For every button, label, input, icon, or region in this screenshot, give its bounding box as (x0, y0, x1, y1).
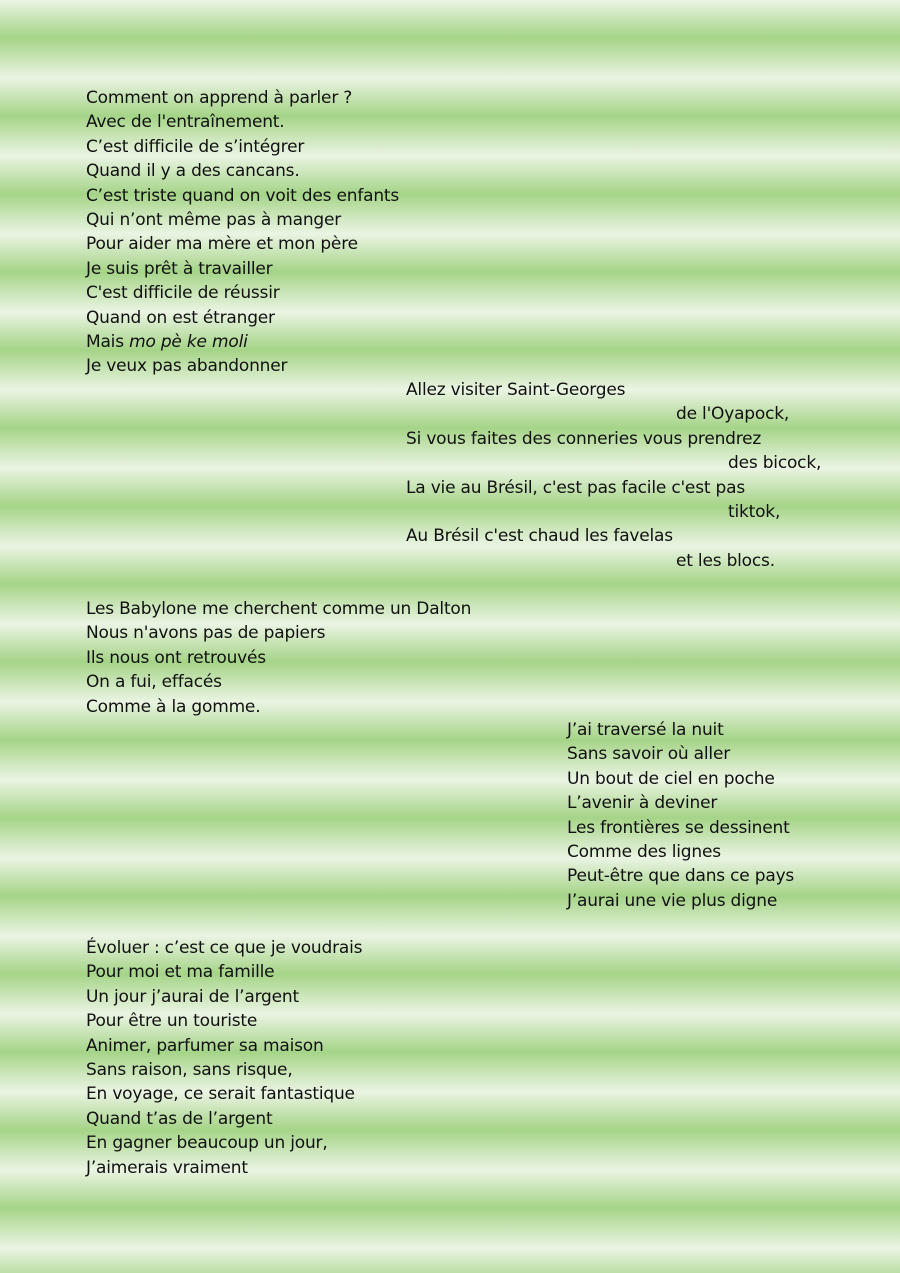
poem-line: Au Brésil c'est chaud les favelas (406, 526, 673, 547)
poem-line: Pour moi et ma famille (86, 962, 275, 983)
poem-line: Les frontières se dessinent (567, 817, 790, 838)
poem-line-continuation (406, 402, 814, 426)
poem-line: Comment on apprend à parler ? (86, 88, 353, 108)
poem-line: En voyage, ce serait fantastique (86, 1084, 355, 1105)
poem-line: Les Babylone me cherchent comme un Dalton (86, 599, 472, 619)
poem-line-continuation (406, 549, 814, 573)
poem-line-continuation (406, 451, 822, 475)
poem-line: On a fui, effacés (86, 672, 222, 693)
creole-phrase: mo pè ke moli (129, 331, 248, 352)
poem-line: C’est difficile de s’intégrer (86, 136, 305, 157)
continuation-text: tiktok, (728, 501, 781, 522)
continuation-text: des bicock, (728, 453, 822, 474)
poem-line: Si vous faites des conneries vous prendrez (406, 428, 762, 449)
poem-line-continuation (406, 500, 814, 524)
poem-line: C'est difficile de réussir (86, 283, 280, 304)
poem-line: Je veux pas abandonner (86, 356, 288, 377)
poem-line: Nous n'avons pas de papiers (86, 623, 326, 644)
poem-line: Sans raison, sans risque, (86, 1059, 293, 1080)
poem-line: Évoluer : c’est ce que je voudrais (86, 938, 363, 958)
poem-line-prefix: Mais (86, 331, 130, 352)
continuation-text: et les blocs. (676, 550, 775, 571)
poem-line: J’aurai une vie plus digne (567, 890, 778, 911)
poem-line: Pour être un touriste (86, 1011, 258, 1032)
poem-line: Allez visiter Saint-Georges (406, 380, 626, 400)
poem-line: Comme à la gomme. (86, 696, 261, 717)
poem-line: En gagner beaucoup un jour, (86, 1133, 328, 1154)
stanza-2 (406, 378, 822, 573)
poem-line: Peut-être que dans ce pays (567, 866, 795, 887)
poem-line: Ils nous ont retrouvés (86, 647, 266, 668)
poem-line: Sans savoir où aller (567, 744, 730, 765)
poem-line: Comme des lignes (567, 841, 721, 862)
poem-line: Je suis prêt à travailler (86, 258, 273, 279)
poem-line: La vie au Brésil, c'est pas facile c'est pas (406, 477, 745, 498)
poem-line: Qui n’ont même pas à manger (86, 209, 342, 230)
poem-line: L’avenir à deviner (567, 793, 718, 814)
poem-line: J’ai traversé la nuit (567, 720, 724, 740)
poem-line: Avec de l'entraînement. (86, 112, 285, 133)
poem-line: C’est triste quand on voit des enfants (86, 185, 400, 206)
poem-line: Pour aider ma mère et mon père (86, 234, 358, 255)
poem-line: Un bout de ciel en poche (567, 768, 775, 789)
stanza-1 (86, 86, 399, 379)
poem-line: Quand t’as de l’argent (86, 1108, 273, 1129)
stanza-5 (86, 936, 362, 1180)
stanza-3 (86, 597, 471, 719)
poem-line: J’aimerais vraiment (86, 1157, 248, 1178)
poem-line: Quand on est étranger (86, 307, 275, 328)
poem-line: Quand il y a des cancans. (86, 161, 300, 182)
poem-line: Animer, parfumer sa maison (86, 1035, 324, 1056)
poem-line-creole (86, 330, 399, 354)
continuation-text: de l'Oyapock, (676, 404, 790, 425)
stanza-4 (567, 718, 794, 913)
poem-line: Un jour j’aurai de l’argent (86, 986, 299, 1007)
